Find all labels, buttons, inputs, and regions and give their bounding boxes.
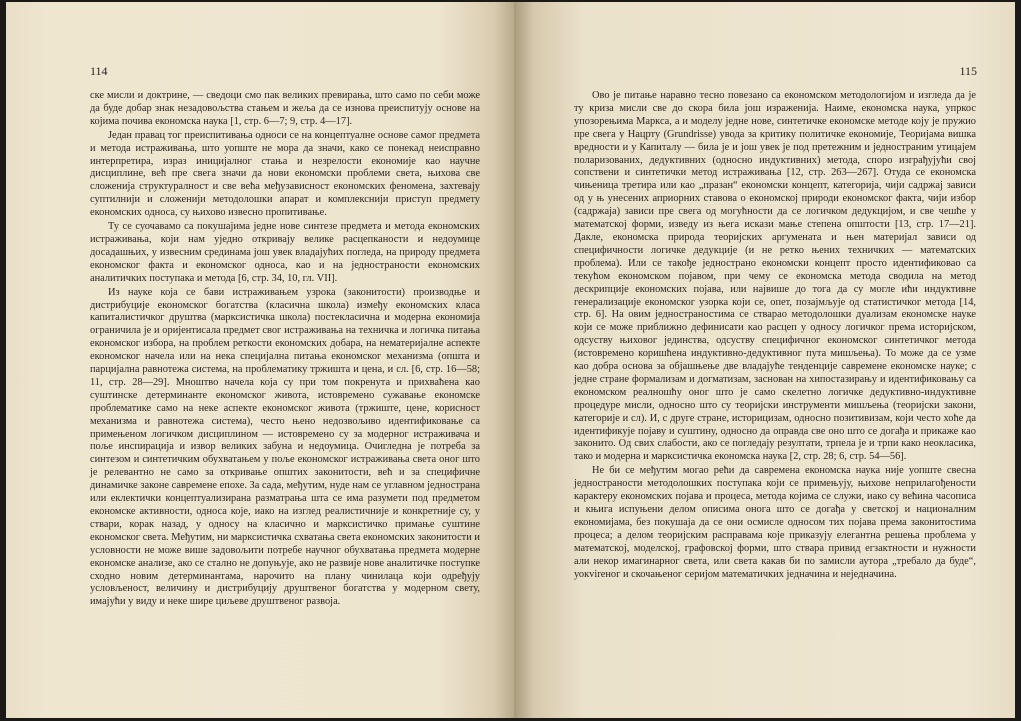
paragraph: Ту се суочавамо са покушајима једне нове синтезе предмета и метода економских истраживања, који нам уједно откривају велике расцепканости и недоумице досадашњих, у извесним срединама још увек владајућих погледа, на природу предмета економског факта и економског односа, као и на једностраности економских аналитичких поступака и метода [6, стр. 34, 10, гл. VII].	[90, 221, 480, 284]
paragraph: Један правац тог преиспитивања односи се на концептуалне основе самог предмета и метода истраживања, што уопште не мора да значи, како се понекад неисправно интерпретира, израз иницијалног стања и незрелости економије као научне дисциплине, већ пре свега значи да нови економски проблеми света, њихова све сложенија структуралност и све већа међузависност економских феномена, захтевају суптилнији и сложенији методолошки апарат и комплекснији приступ предмету економских односа, су њихово извесно пропитивање.	[90, 129, 480, 219]
right-page-text	[574, 90, 976, 581]
page-number-left: 114	[90, 64, 108, 78]
page-number-right: 115	[959, 64, 977, 78]
paragraph: Не би се међутим могао рећи да савремена економска наука није уопште свесна једностраности методолошких поступака који се примењују, њихове неприлагођености карактеру економских појава и процеса, метода којима се служи, иако су већина часописа и књига испуњени делом описима онога што се догађа у светској и националним економијама, без покушаја да се они осмисле односом тих појава према законитостима процеса; а делом теоријским расправама које приказују елегантна решења проблема у математској, моделској, графовској форми, што ствара привид егзактности и нужности али некор имагинарног света, или света какав би по замисли аутора „требало да буде“, уокvirеног и скочањеног серијом математичких једначина и неједначина.	[574, 465, 976, 580]
book-spread	[6, 2, 1015, 718]
paragraph: Ово је питање наравно тесно повезано са економском методологијом и изгледа да је ту криза мисли све до скора била још израженија. Наиме, економска наука, упркос упозорењима Маркса, а и моделу једне нове, синтетичке економске методе коју је пружио пре свега у Нацрту (Grundrisse) увода за критику политичке економије, Теоријама вишка вредности и у Капиталу — била је и још увек је под претежним и једностраним утицајем поларизованих, дедуктивних (односно индуктивних) метода, споро изграђујући свој сопствени и синтетички метод истраживања [12, стр. 263—267]. Отуда се економска чињеница третира или као „празан“ економски концепт, категорија, чији садржај зависи од у њ унесених априорних ставова о економској природи економског факта, чији избор (садржаја) зависи пре свега од могућности да се логичком дедукцијом, и све чешће у математској форми, изведу из њега искази мање степена општости [13, стр. 17—21]. Дакле, економска природа теоријских аргумената и њен материјал зависи од специфичности логичке дедукције (и не ретко њених техничких — математских проблема). Или се такође једнострано економски концепт просто идентификовао са текућом економском појавом, при чему се економска метода сводила на метод дескрипције економских појава, или највише до тога да су могле ићи индуктивне генерализације економског узорка који се, опет, позајмљује од статистичког метода [14, стр. 6]. На овим једностраностима се стварао методолошки дуализам економске науке који се може приближно дефинисати као расцеп у односу логичког према историјском, одсуству њиховог јединства, одсуству специфичног економског синтетичког метода (истовремено коришћена индуктивно-дедуктивног пута мишљења). То може да се узме као добра основа за објашњење две владајуће тенденције савремене економске науке; с једне стране формализам и догматизам, заснован на хипостазирању и идентификовању са економском реалношћу оног што је само скелетно логичке дедуктивно-индуктивне процедуре мисли, односно што су теоријски инструменти мишљења (теоријски закони, категорије и сл). И, с друге стране, историцизам, односно позитивизам, који често хоће да идентификује појаву и суштину, односно да оправда све оно што се догађа и прикаже као законито. Од свих слабости, ако се погледају резултати, трпела је и трпи како неокласика, тако и модерна и марксистичка економска наука [2, стр. 28; 6, стр. 54—56].	[574, 90, 976, 463]
left-page	[6, 2, 514, 718]
paragraph: Из науке која се бави истраживањем узрока (законитости) производње и дистрибуције економског богатства (класична школа) између економских класа капиталистичког друштва (марксистичка школа) постекласична и модерна економија ограничила је и оријентисала предмет свог истраживања на техничка и логичка питања економског избора, на проблем реткости економских добара, на нематеријалне аспекте економског начела или на нека специјална питања економског механизма (општа и парцијална равнотежа система, на проблематику тржишта и цена, и сл. [6, стр. 16—58; 11, стр. 28—29]. Мноштво начела која су при том покренута и прихваћена као суштинске детерминанте економског живота, истовремено сужавање економске проблематике само на неке аспекте економског живота (тржиште, цене, корисност механизма и равнотежа система), често њено недозвољиво идентификовање са примењеном логичком дисциплином — истовремено су за модерног истраживача и поље инспирација и извор великих забуна и недоумица. Очигледна је потреба за синтезом и синтетичким обухватањем у поље економског истраживања света оног што је релевантно не само за откривање општих законитости, већ и за специфичне динамичке законе савремене епохе. За сада, међутим, нуде нам се углавном једнострана или еклектички концептуализирана разматрања шта се има разумети под предметом економске активности, односа које, иако на изглед реалистичније и конкретније су, у ствари, корак назад, у односу на класично и марксистичко примање суштине економског света. Међутим, ни марксистичка схватања света економских законитости и условности не може више задовољити потребе научног обухватања предмета модерне економске анализе, ако се стално не допуњује, ако не развије нове аналитичке поступке сходно новим детерминантама, нарочито на плану чинилаца који одређују условљеност, величину и дистрибуцију друштвеног богатства у модерном свету, имајући у виду и неке шире циљеве друштвеног развоја.	[90, 286, 480, 608]
right-page	[514, 2, 1015, 718]
paragraph: ске мисли и доктрине, — сведоци смо пак великих превирања, што само по себи може да буде добар знак незадовољства стањем и жеља да се изнова преиспитују основе на којима почива економска наука [1, стр. 6—7; 9, стр. 4—17].	[90, 90, 480, 127]
left-page-text	[90, 90, 480, 609]
